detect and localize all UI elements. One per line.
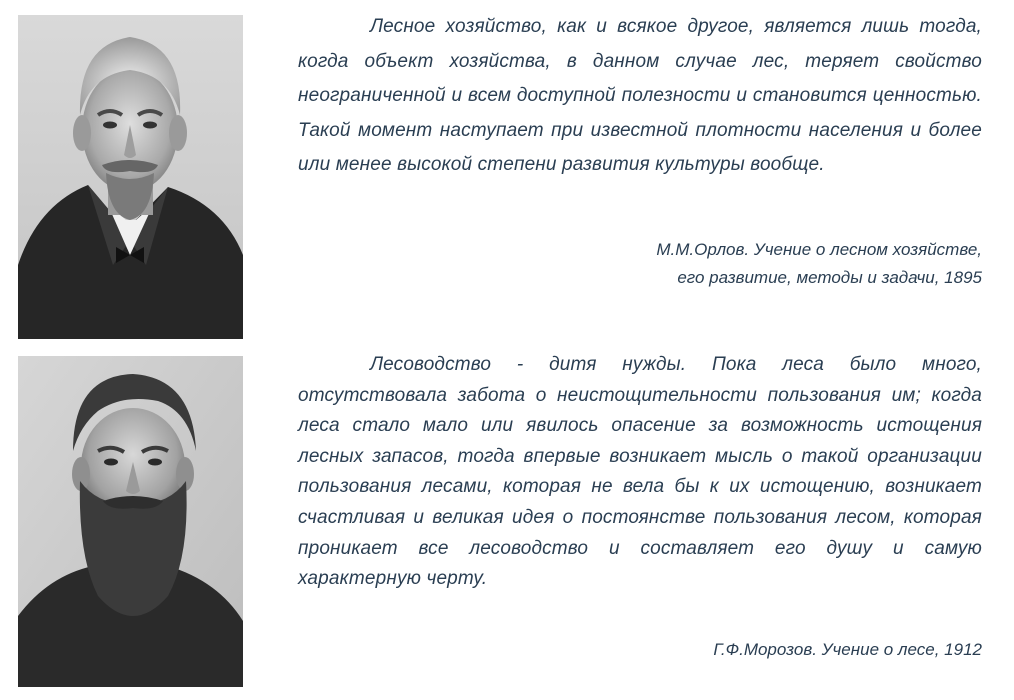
- attribution-morozov-line1: Г.Ф.Морозов. Учение о лесе, 1912: [713, 640, 982, 659]
- quote-orlov: Лесное хозяйство, как и всякое другое, является лишь тогда, когда объект хозяйства, в данном случае лес, теряет свойство неограниченной и всем доступной полезности и становится ценностью. Такой момент наступает при известной плотности населения и более или менее высокой степени развития культуры вообще.: [298, 16, 982, 175]
- attribution-orlov-line1: М.М.Орлов. Учение о лесном хозяйстве,: [656, 240, 982, 259]
- portrait-orlov-photo: [18, 15, 243, 339]
- quote-morozov: Лесоводство - дитя нужды. Пока леса было много, отсутствовала забота о неистощительности пользования им; когда леса стало мало или явилось опасение за возможность истощения лесных запасов, тогда впервые возникает мысль о такой организации пользования лесами, которая не вела бы к их истощению, возникает счастливая и великая идея о постоянстве пользования лесом, которая проникает все лесоводство и составляет его душу и самую характерную черту.: [298, 354, 982, 590]
- attribution-morozov: [482, 636, 982, 664]
- attribution-orlov: [482, 236, 982, 292]
- portrait-morozov-photo: [18, 356, 243, 687]
- attribution-orlov-line2: его развитие, методы и задачи, 1895: [677, 268, 982, 287]
